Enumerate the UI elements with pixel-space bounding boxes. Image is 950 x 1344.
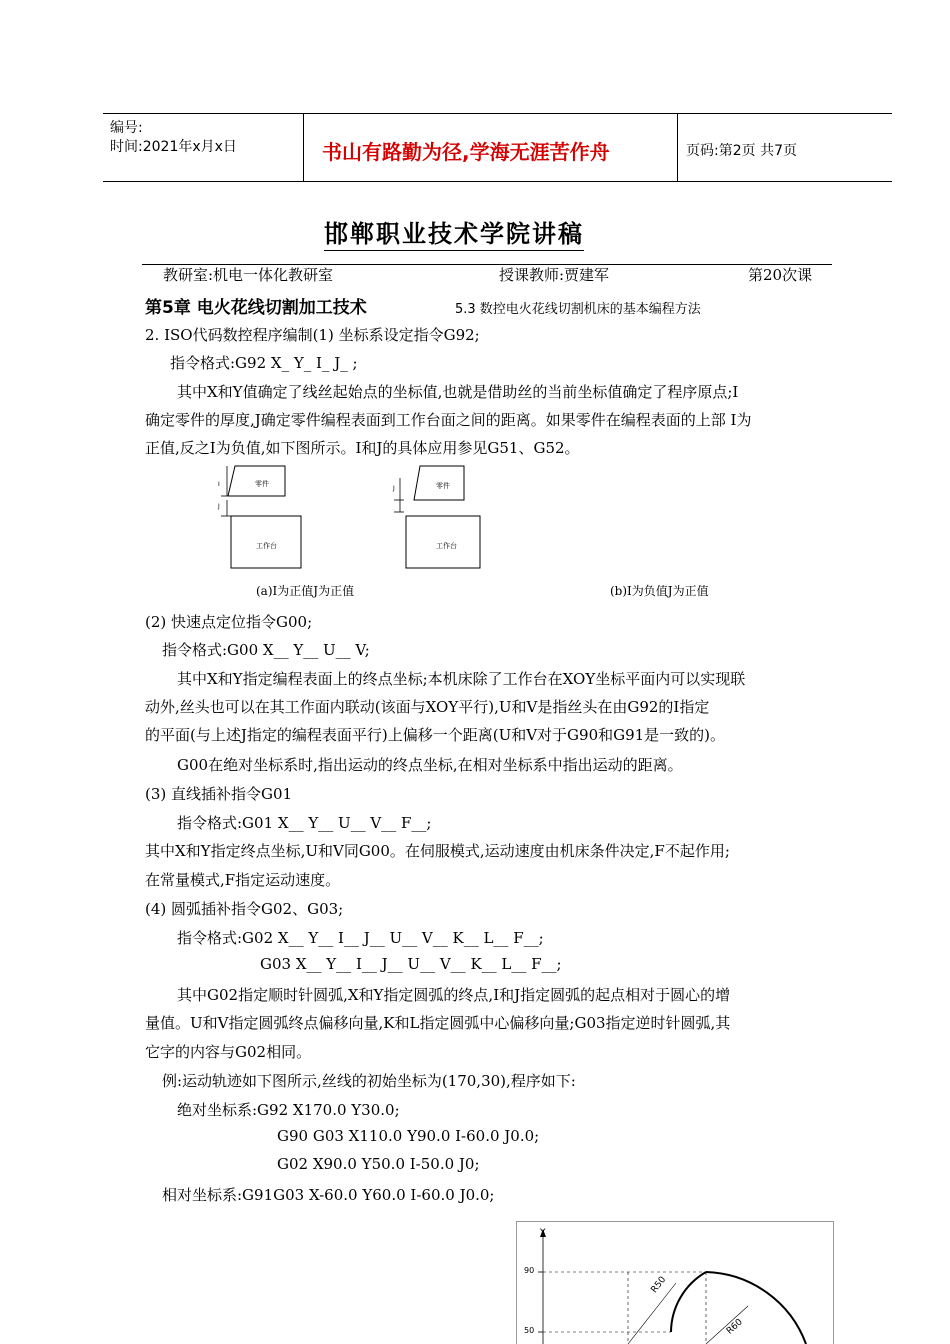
para-g01-desc-2: 在常量模式,F指定运动速度。 [145,871,341,889]
figure-b-caption: (b)I为负值J为正值 [610,584,709,598]
para-g02-format: 指令格式:G02 X__ Y__ I__ J__ U__ V__ K__ L__ F__; [177,929,544,947]
para-g00-desc-2: 动外,丝头也可以在其工作面内联动(该面与XOY平行),U和V是指丝头在由G92的I指定 [145,698,710,716]
para-g01-desc-1: 其中X和Y指定终点坐标,U和V同G00。在伺服模式,运动速度由机床条件决定,F不起作用; [145,842,730,860]
time-label: 时间:2021年x月x日 [110,139,237,155]
para-g02-title: (4) 圆弧插补指令G02、G03; [145,900,344,918]
para-example: 例:运动轨迹如下图所示,丝线的初始坐标为(170,30),程序如下: [162,1072,576,1090]
para-abs-2: G90 G03 X110.0 Y90.0 I-60.0 J0.0; [277,1127,540,1145]
para-rel-1: 相对坐标系:G91G03 X-60.0 Y60.0 I-60.0 J0.0; [162,1186,495,1204]
arc-r50-label: R50 [649,1274,669,1296]
para-abs-3: G02 X90.0 Y50.0 I-50.0 J0; [277,1155,480,1173]
figure-b-part: 零件 [436,482,450,490]
para-g92-desc-2: 确定零件的厚度,J确定零件编程表面到工作台面之间的距离。如果零件在编程表面的上部 I为 [145,411,752,429]
figure-b-j: J [393,485,395,492]
section-heading: 5.3 数控电火花线切割机床的基本编程方法 [455,302,701,317]
arc-r60-label: R60 [724,1317,745,1337]
header-divider-1 [303,113,304,181]
para-g92-desc-1: 其中X和Y值确定了线丝起始点的坐标值,也就是借助丝的当前坐标值确定了程序原点;I [177,383,739,401]
para-g92-format: 指令格式:G92 X_ Y_ I_ J_ ; [170,354,358,372]
page-title: 邯郸职业技术学院讲稿 [324,214,584,251]
arc-tick-90: 90 [524,1266,535,1275]
para-g00-desc-1: 其中X和Y指定编程表面上的终点坐标;本机床除了工作台在XOY坐标平面内可以实现联 [177,670,746,688]
figure-a-caption: (a)I为正值J为正值 [256,584,355,598]
para-g92-title: 2. ISO代码数控程序编制(1) 坐标系设定指令G92; [145,326,480,344]
para-g01-format: 指令格式:G01 X__ Y__ U__ V__ F__; [177,814,432,832]
para-g02-desc-1: 其中G02指定顺时针圆弧,X和Y指定圆弧的终点,I和J指定圆弧的起点相对于圆心的增 [177,986,731,1004]
para-g00-desc-3: 的平面(与上述J指定的编程表面平行)上偏移一个距离(U和V对于G90和G91是一致的)。 [145,726,726,744]
figure-a-table: 工作台 [256,542,277,550]
para-abs-1: 绝对坐标系:G92 X170.0 Y30.0; [177,1101,400,1119]
figure-b-table: 工作台 [436,542,457,550]
para-g01-title: (3) 直线插补指令G01 [145,785,293,803]
para-g00-title: (2) 快速点定位指令G00; [145,613,313,631]
header-top-rule [103,113,892,114]
motto: 书山有路勤为径,学海无涯苦作舟 [322,140,610,164]
header-bottom-rule [103,181,892,182]
meta-teacher: 授课教师:贾建军 [499,266,610,284]
para-g02-desc-3: 它字的内容与G02相同。 [145,1043,312,1061]
meta-dept: 教研室:机电一体化教研室 [163,266,334,284]
figure-a-part: 零件 [255,480,269,488]
meta-lesson: 第20次课 [748,266,813,284]
para-g02-desc-2: 量值。U和V指定圆弧终点偏移向量,K和L指定圆弧中心偏移向量;G03指定逆时针圆弧,其 [145,1014,731,1032]
serial-label: 编号: [110,120,143,136]
arc-y-axis-label: Y [540,1228,546,1238]
para-g00-note: G00在绝对坐标系时,指出运动的终点坐标,在相对坐标系中指出运动的距离。 [177,756,683,774]
figure-b-diagram [390,462,490,574]
para-g00-format: 指令格式:G00 X__ Y__ U__ V; [162,641,370,659]
chapter-heading: 第5章 电火花线切割加工技术 [145,298,367,318]
para-g03-format: G03 X__ Y__ I__ J__ U__ V__ K__ L__ F__; [260,955,562,973]
page-info: 页码:第2页 共7页 [686,143,797,159]
arc-tick-50: 50 [524,1326,535,1335]
figure-a-j: J [218,503,220,510]
figure-a-i: I [218,481,220,488]
header-divider-2 [677,113,678,181]
para-g92-desc-3: 正值,反之I为负值,如下图所示。I和J的具体应用参见G51、G52。 [145,439,580,457]
figure-arc-diagram [516,1221,834,1344]
